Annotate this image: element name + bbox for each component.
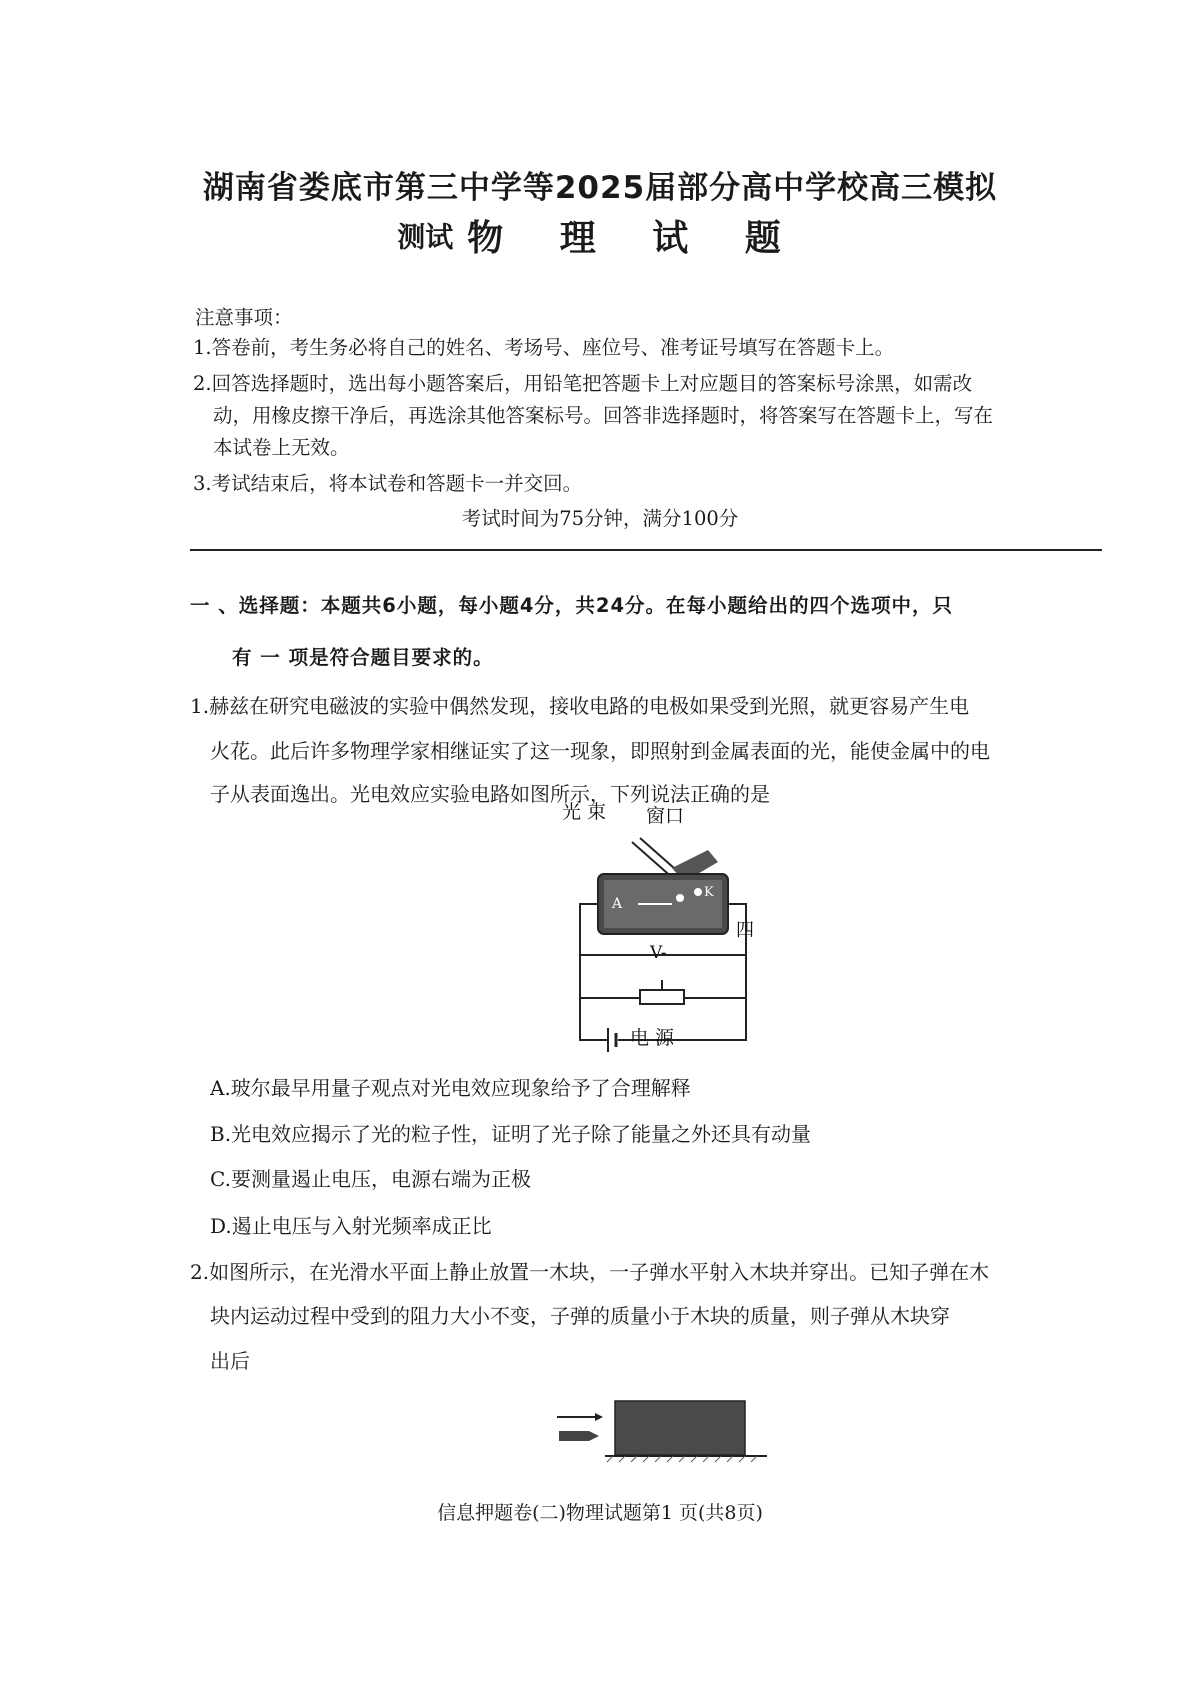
notice-item-2-cont: 动，用橡皮擦干净后，再选涂其他答案标号。回答非选择题时，将答案写在答题卡上，写在 — [213, 404, 994, 427]
q1-option-a: A.玻尔最早用量子观点对光电效应现象给予了合理解释 — [210, 1076, 691, 1100]
section-heading: 一 、选择题：本题共6小题，每小题4分，共24分。在每小题给出的四个选项中，只 — [190, 594, 954, 617]
bullet — [559, 1431, 599, 1441]
exam-subtitle — [0, 210, 1200, 261]
notice-item-1: 1.答卷前，考生务必将自己的姓名、考场号、座位号、准考证号填写在答题卡上。 — [193, 336, 895, 359]
q2-line-3: 出后 — [210, 1349, 250, 1373]
photoelectric-circuit-figure — [562, 801, 780, 1060]
electrode-k-label: K — [704, 885, 714, 900]
window-label: 窗口 — [646, 805, 685, 827]
voltmeter-label: V- — [650, 943, 667, 963]
arrow-head-icon — [595, 1413, 603, 1421]
q2-line-1: 2.如图所示，在光滑水平面上静止放置一木块，一子弹水平射入木块并穿出。已知子弹在木 — [190, 1260, 990, 1284]
notice-item-2-end: 本试卷上无效。 — [213, 436, 350, 459]
section-heading-cont: 有 一 项是符合题目要求的。 — [232, 646, 494, 669]
q1-option-b: B.光电效应揭示了光的粒子性，证明了光子除了能量之外还具有动量 — [210, 1122, 812, 1146]
subject-title: 物 理 试 题 — [467, 218, 803, 259]
q1-line-1: 1.赫兹在研究电磁波的实验中偶然发现，接收电路的电极如果受到光照，就更容易产生电 — [190, 694, 970, 718]
notice-item-2: 2.回答选择题时，选出每小题答案后，用铅笔把答题卡上对应题目的答案标号涂黑，如需改 — [193, 372, 973, 395]
exam-info: 考试时间为75分钟，满分100分 — [461, 507, 739, 530]
q1-option-c: C.要测量遏止电压，电源右端为正极 — [210, 1167, 531, 1191]
header-divider — [190, 549, 1102, 551]
beam-label: 光 束 — [562, 801, 607, 823]
bullet-block-figure — [555, 1395, 775, 1465]
q1-line-2: 火花。此后许多物理学家相继证实了这一现象，即照射到金属表面的光，能使金属中的电 — [210, 739, 990, 763]
exam-title: 湖南省娄底市第三中学等2025届部分高中学校高三模拟 — [202, 170, 998, 206]
rheostat — [640, 990, 684, 1004]
q1-option-d: D.遏止电压与入射光频率成正比 — [210, 1214, 492, 1238]
wooden-block — [615, 1401, 745, 1455]
q2-line-2: 块内运动过程中受到的阻力大小不变，子弹的质量小于木块的质量，则子弹从木块穿 — [210, 1304, 950, 1328]
electrode-dot — [676, 894, 684, 902]
notice-heading: 注意事项： — [195, 306, 293, 329]
electrode-dot — [694, 888, 702, 896]
subtitle-prefix: 测试 — [397, 220, 454, 254]
q1-line-3: 子从表面逸出。光电效应实验电路如图所示，下列说法正确的是 — [210, 782, 770, 806]
power-source-label: 电 源 — [630, 1027, 675, 1049]
electrode-a-label: A — [612, 896, 623, 912]
notice-item-3: 3.考试结束后，将本试卷和答题卡一并交回。 — [193, 472, 583, 495]
meter-label: 四 — [736, 920, 754, 941]
page-footer: 信息押题卷(二)物理试题第1 页(共8页) — [437, 1502, 763, 1524]
